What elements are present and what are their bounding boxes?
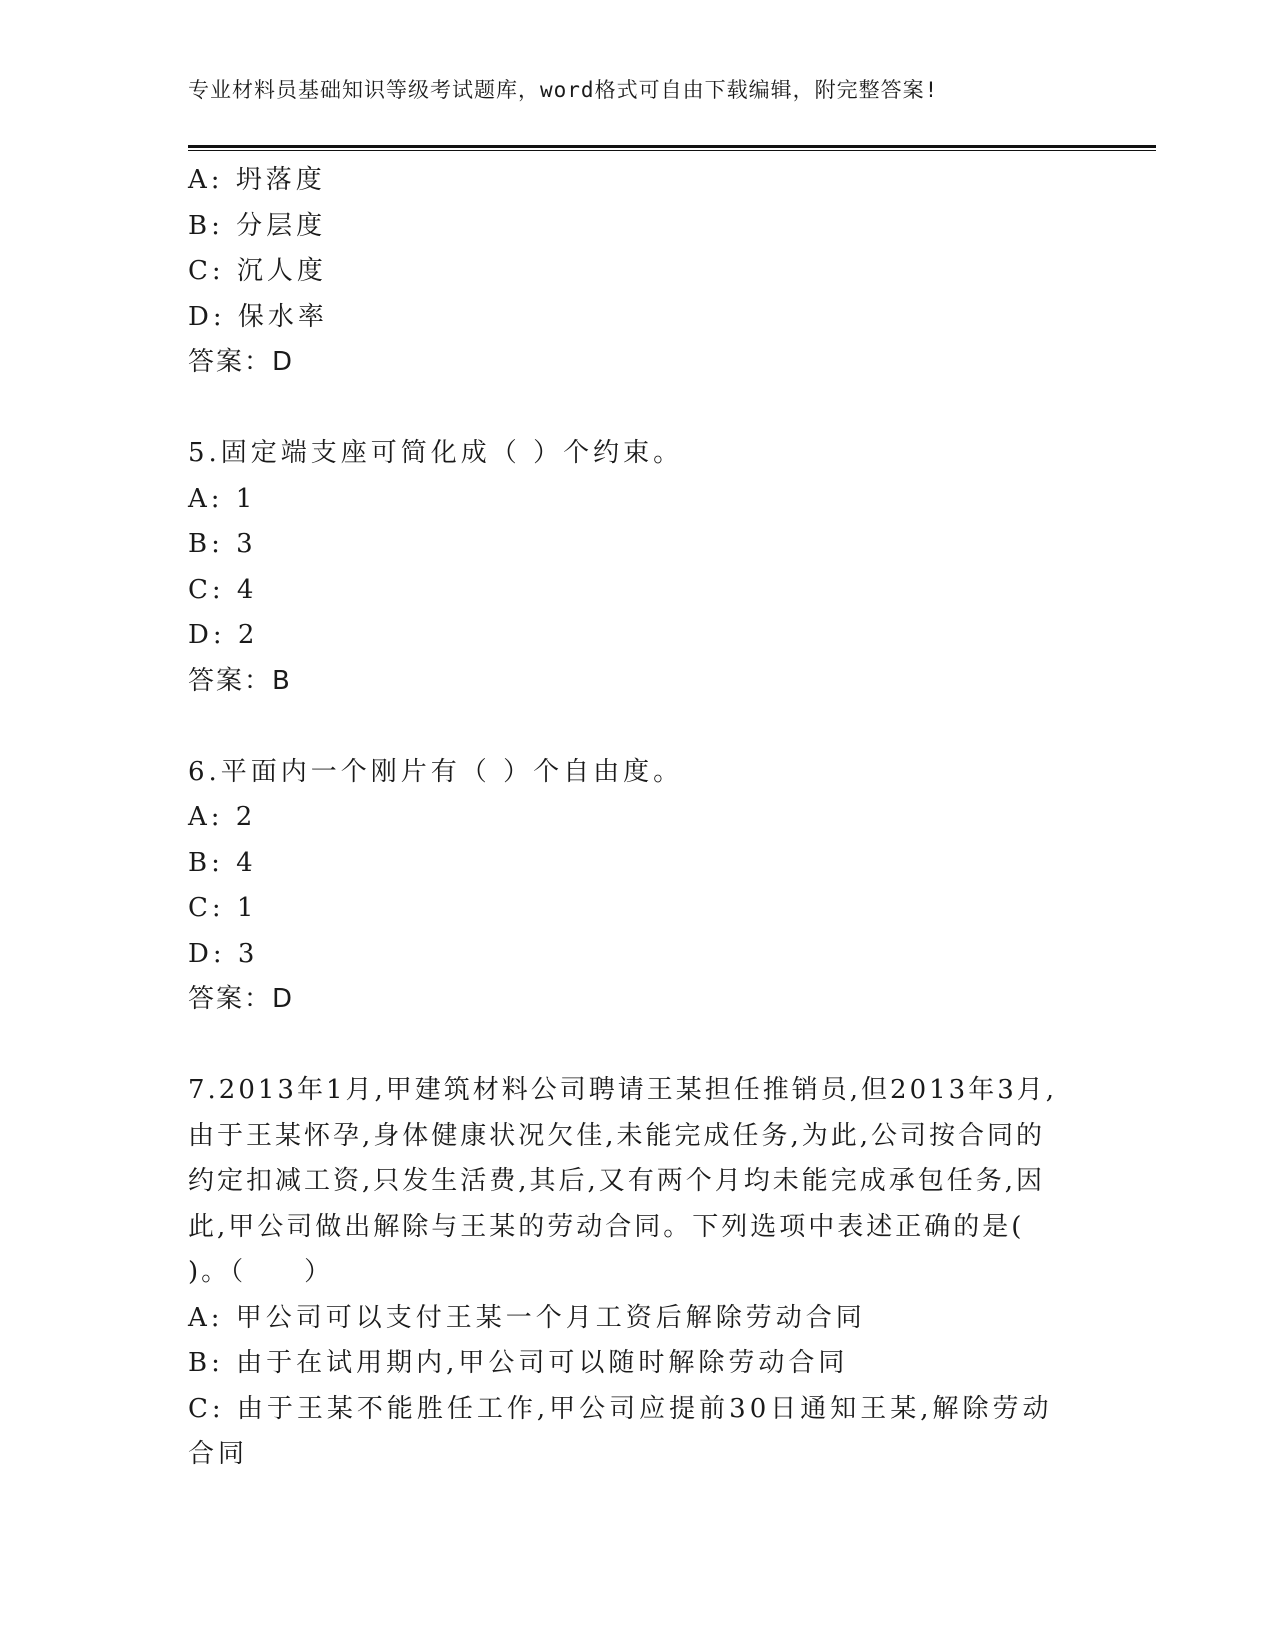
option-a: A: 2 bbox=[188, 802, 257, 832]
answer-line: 答案：D bbox=[188, 984, 295, 1014]
option-a: A: 甲公司可以支付王某一个月工资后解除劳动合同 bbox=[188, 1302, 866, 1333]
option-a: A: 1 bbox=[188, 483, 257, 514]
option-d: D: 3 bbox=[188, 938, 259, 969]
option-a: A: 坍落度 bbox=[188, 165, 326, 195]
question-block-4 bbox=[188, 158, 1058, 386]
option-b: B: 4 bbox=[188, 847, 257, 878]
option-b: B: 分层度 bbox=[188, 210, 327, 241]
option-b: B: 由于在试用期内,甲公司可以随时解除劳动合同 bbox=[188, 1348, 849, 1378]
spacer bbox=[188, 704, 1058, 750]
page-header: 专业材料员基础知识等级考试题库，word格式可自由下载编辑，附完整答案! bbox=[188, 78, 939, 102]
question-block-6 bbox=[188, 750, 1058, 1023]
option-c: C: 4 bbox=[188, 574, 258, 605]
option-d: D: 保水率 bbox=[188, 301, 328, 332]
header-rule-thick bbox=[188, 145, 1156, 148]
option-b: B: 3 bbox=[188, 529, 257, 559]
answer-line: 答案：D bbox=[188, 347, 295, 377]
question-block-7 bbox=[188, 1068, 1058, 1478]
answer-line: 答案：B bbox=[188, 665, 292, 696]
question-block-5 bbox=[188, 431, 1058, 704]
header-rule-thin bbox=[188, 150, 1156, 151]
option-c: C: 由于王某不能胜任工作,甲公司应提前30日通知王某,解除劳动合同 bbox=[188, 1393, 1053, 1469]
document-content bbox=[188, 158, 1058, 1478]
question-text: 6.平面内一个刚片有（ ）个自由度。 bbox=[188, 756, 684, 787]
option-d: D: 2 bbox=[188, 620, 259, 650]
question-text: 7.2013年1月,甲建筑材料公司聘请王某担任推销员,但2013年3月,由于王某怀孕,身体健康状况欠佳,未能完成任务,为此,公司按合同的约定扣减工资,只发生活费,其后,又有两个月均未能完成承包任务,因此,甲公司做出解除与王某的劳动合同。下列选项中表述正确的是( )。（ ） bbox=[188, 1075, 1058, 1287]
question-text: 5.固定端支座可简化成（ ）个约束。 bbox=[188, 438, 684, 468]
option-c: C: 沉人度 bbox=[188, 256, 327, 286]
option-c: C: 1 bbox=[188, 893, 258, 923]
spacer bbox=[188, 1023, 1058, 1069]
spacer bbox=[188, 386, 1058, 432]
